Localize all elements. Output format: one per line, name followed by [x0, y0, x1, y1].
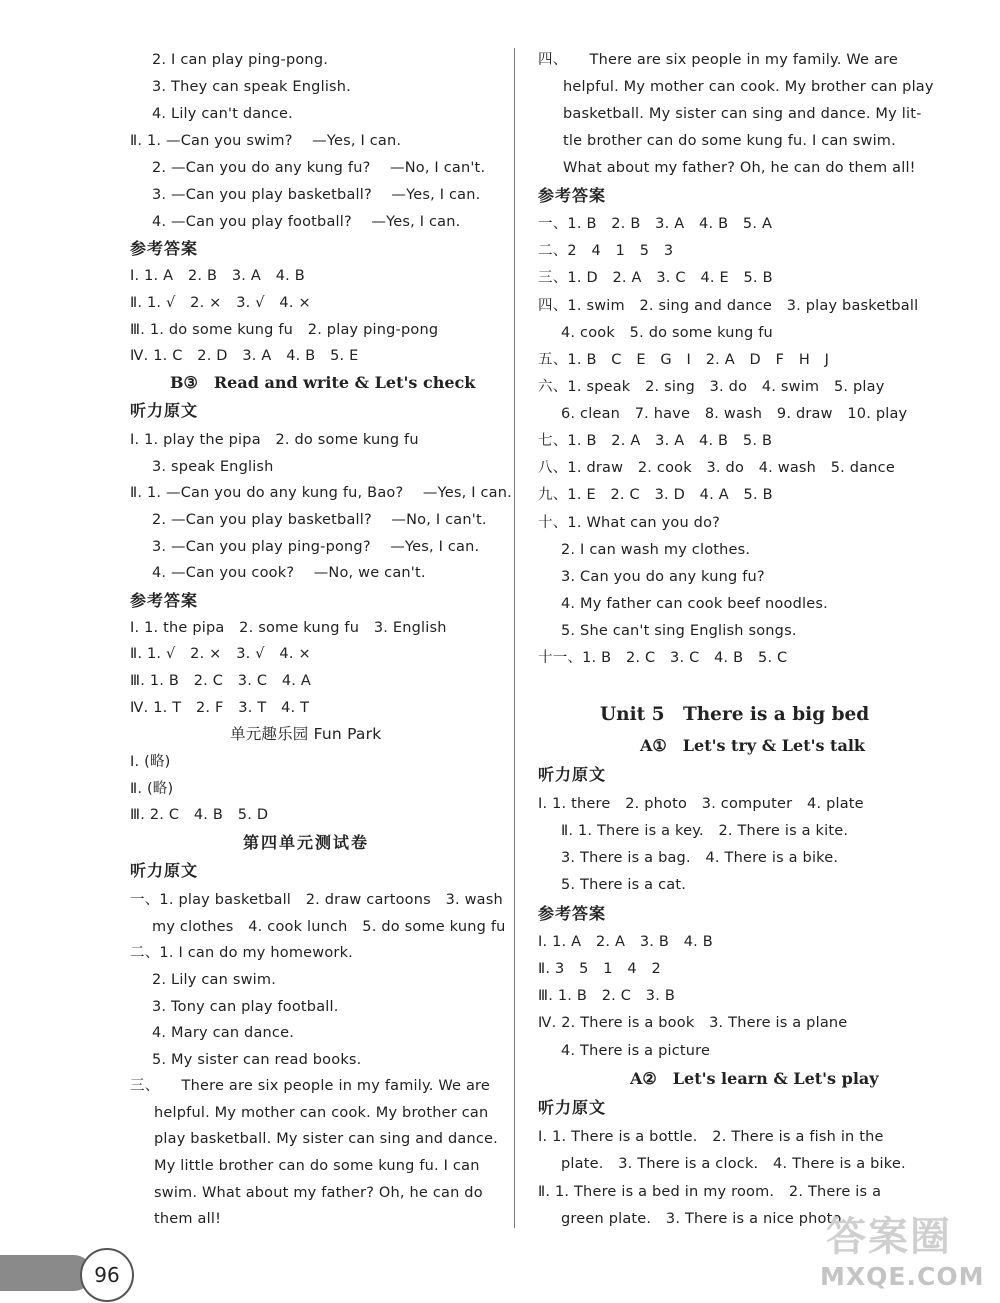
text-line: 3. —Can you play ping-pong? —Yes, I can. [152, 539, 480, 555]
text-line: play basketball. My sister can sing and dance. [154, 1131, 498, 1147]
text-line: 4. There is a picture [561, 1043, 711, 1059]
text-line: 3. There is a bag. 4. There is a bike. [561, 850, 839, 866]
text-line: Ⅰ. 1. There is a bottle. 2. There is a fish in the [538, 1129, 884, 1145]
text-line: 2. I can play ping-pong. [152, 52, 329, 68]
text-line: 3. —Can you play basketball? —Yes, I can. [152, 187, 481, 203]
text-line: 九、1. E 2. C 3. D 4. A 5. B [538, 487, 773, 503]
text-line: helpful. My mother can cook. My brother can [154, 1105, 489, 1121]
text-line: Ⅱ. 1. √ 2. × 3. √ 4. × [130, 646, 311, 662]
heading-listening: 听力原文 [538, 765, 607, 784]
text-line: Ⅰ. 1. A 2. A 3. B 4. B [538, 934, 713, 950]
heading-answers: 参考答案 [538, 904, 607, 923]
text-line: 2. —Can you play basketball? —No, I can't. [152, 512, 487, 528]
text-line: 3. Can you do any kung fu? [561, 569, 765, 585]
text-line: 6. clean 7. have 8. wash 9. draw 10. play [561, 406, 908, 422]
text-line: Ⅲ. 1. B 2. C 3. C 4. A [130, 673, 312, 689]
text-line: 十一、1. B 2. C 3. C 4. B 5. C [538, 650, 788, 666]
text-line: green plate. 3. There is a nice photo. [561, 1211, 847, 1227]
text-line: Ⅱ. 1. √ 2. × 3. √ 4. × [130, 295, 311, 311]
text-line: my clothes 4. cook lunch 5. do some kung fu [152, 919, 506, 935]
text-line: 十、1. What can you do? [538, 515, 721, 531]
heading-answers: 参考答案 [538, 186, 607, 205]
text-line: Ⅲ. 2. C 4. B 5. D [130, 807, 269, 823]
text-line: 5. There is a cat. [561, 877, 687, 893]
text-line: basketball. My sister can sing and dance. My lit- [563, 106, 922, 122]
text-line: plate. 3. There is a clock. 4. There is a bike. [561, 1156, 906, 1172]
text-line: Ⅰ. 1. there 2. photo 3. computer 4. plate [538, 796, 864, 812]
heading-answers: 参考答案 [130, 239, 199, 258]
text-line: Ⅳ. 1. T 2. F 3. T 4. T [130, 700, 310, 716]
text-line: 2. Lily can swim. [152, 972, 277, 988]
page-tab [0, 1255, 92, 1291]
text-line: 3. Tony can play football. [152, 999, 339, 1015]
page-number: 96 [80, 1248, 134, 1302]
unit-title: Unit 5 There is a big bed [600, 704, 870, 725]
text-line: Ⅱ. 1. There is a key. 2. There is a kite. [561, 823, 849, 839]
text-line: swim. What about my father? Oh, he can do [154, 1185, 483, 1201]
text-line: Ⅱ. 1. —Can you do any kung fu, Bao? —Yes, I can. [130, 485, 512, 501]
text-line: Ⅱ. 3 5 1 4 2 [538, 961, 661, 977]
heading-listening: 听力原文 [130, 401, 199, 420]
text-line: 4. cook 5. do some kung fu [561, 325, 773, 341]
section-title: B③ Read and write & Let's check [170, 373, 476, 392]
text-line: 一、1. play basketball 2. draw cartoons 3. wash [130, 892, 503, 908]
section-title: 单元趣乐园 Fun Park [230, 725, 382, 743]
text-line: Ⅰ. (略) [130, 754, 171, 770]
text-line: Ⅰ. 1. the pipa 2. some kung fu 3. English [130, 620, 447, 636]
text-line: 四、1. swim 2. sing and dance 3. play basketball [538, 298, 919, 314]
text-line: Ⅲ. 1. do some kung fu 2. play ping-pong [130, 322, 439, 338]
text-line: Ⅱ. 1. There is a bed in my room. 2. There is a [538, 1184, 882, 1200]
text-line: My little brother can do some kung fu. I can [154, 1158, 480, 1174]
section-title: A① Let's try & Let's talk [640, 736, 865, 755]
text-line: Ⅰ. 1. play the pipa 2. do some kung fu [130, 432, 419, 448]
heading-listening: 听力原文 [538, 1098, 607, 1117]
text-line: What about my father? Oh, he can do them all! [563, 160, 916, 176]
text-line: 一、1. B 2. B 3. A 4. B 5. A [538, 216, 773, 232]
text-line: 五、1. B C E G I 2. A D F H J [538, 352, 830, 368]
text-line: 4. —Can you play football? —Yes, I can. [152, 214, 461, 230]
text-line: 4. —Can you cook? —No, we can't. [152, 565, 426, 581]
heading-answers: 参考答案 [130, 591, 199, 610]
watermark-logo: 答案圈 [826, 1214, 952, 1260]
text-line: helpful. My mother can cook. My brother can play [563, 79, 934, 95]
text-line: 3. speak English [152, 459, 274, 475]
text-line: 二、1. I can do my homework. [130, 945, 353, 961]
text-line: 七、1. B 2. A 3. A 4. B 5. B [538, 433, 773, 449]
text-line: 四、 There are six people in my family. We are [538, 52, 898, 68]
text-line: 2. I can wash my clothes. [561, 542, 751, 558]
text-line: Ⅳ. 2. There is a book 3. There is a plane [538, 1015, 848, 1031]
text-line: 5. She can't sing English songs. [561, 623, 797, 639]
text-line: Ⅱ. (略) [130, 781, 174, 797]
text-line: tle brother can do some kung fu. I can swim. [563, 133, 896, 149]
text-line: 4. My father can cook beef noodles. [561, 596, 828, 612]
text-line: 3. They can speak English. [152, 79, 351, 95]
text-line: 5. My sister can read books. [152, 1052, 362, 1068]
text-line: 4. Lily can't dance. [152, 106, 293, 122]
text-line: 4. Mary can dance. [152, 1025, 295, 1041]
text-line: them all! [154, 1211, 222, 1227]
section-title: A② Let's learn & Let's play [630, 1069, 879, 1088]
heading-listening: 听力原文 [130, 861, 199, 880]
watermark-url: MXQE.COM [820, 1262, 985, 1291]
text-line: Ⅰ. 1. A 2. B 3. A 4. B [130, 268, 305, 284]
text-line: 2. —Can you do any kung fu? —No, I can't. [152, 160, 486, 176]
text-line: Ⅱ. 1. —Can you swim? —Yes, I can. [130, 133, 402, 149]
text-line: 六、1. speak 2. sing 3. do 4. swim 5. play [538, 379, 885, 395]
text-line: 三、 There are six people in my family. We are [130, 1078, 490, 1094]
column-divider [514, 48, 515, 1228]
text-line: 三、1. D 2. A 3. C 4. E 5. B [538, 270, 773, 286]
text-line: 二、2 4 1 5 3 [538, 243, 674, 259]
text-line: Ⅲ. 1. B 2. C 3. B [538, 988, 675, 1004]
text-line: 八、1. draw 2. cook 3. do 4. wash 5. dance [538, 460, 895, 476]
text-line: Ⅳ. 1. C 2. D 3. A 4. B 5. E [130, 348, 359, 364]
section-title: 第四单元测试卷 [243, 833, 370, 852]
